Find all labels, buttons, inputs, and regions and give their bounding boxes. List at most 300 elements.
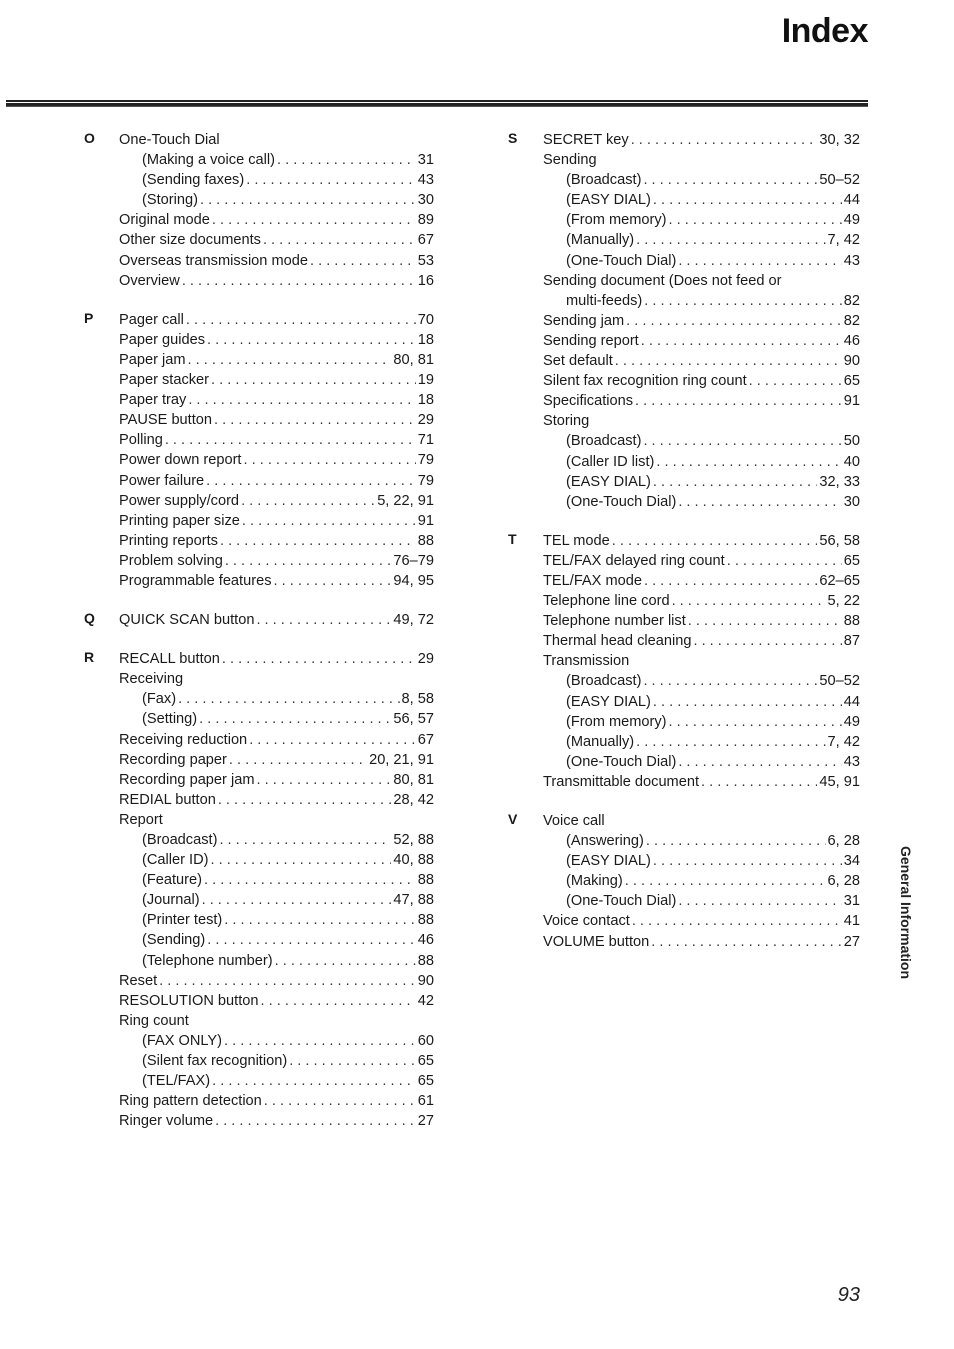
dot-leader [678, 251, 841, 271]
dot-leader [277, 150, 416, 170]
index-entry [119, 1111, 434, 1131]
index-entry-pages: 29 [417, 651, 434, 668]
index-entry [543, 571, 860, 591]
index-entry-term: (Fax) [142, 691, 177, 708]
index-entry-term: Set default [543, 353, 613, 370]
index-entry [119, 991, 434, 1011]
index-entry [119, 709, 434, 729]
index-entry-pages: 49 [843, 212, 860, 229]
index-entry-term: Transmittable document [543, 773, 700, 790]
index-entry-term: multi-feeds) [566, 292, 643, 309]
index-entry [119, 1011, 434, 1031]
dot-leader [651, 932, 842, 952]
index-entry [543, 851, 860, 871]
index-entry-pages: 30 [843, 493, 860, 510]
dot-leader [222, 649, 416, 669]
index-entry-term: PAUSE button [119, 412, 213, 429]
index-entry [119, 951, 434, 971]
index-entry [543, 190, 860, 210]
page-number: 93 [837, 1284, 860, 1306]
index-entry-term: Voice call [543, 813, 605, 829]
index-entry [543, 331, 860, 351]
section-side-label: General Information [898, 846, 914, 980]
index-entry-term: (Making) [566, 873, 623, 890]
index-entry-term: (TEL/FAX) [142, 1073, 211, 1090]
index-entry-pages: 76–79 [393, 552, 434, 569]
dot-leader [165, 430, 416, 450]
index-entry [543, 311, 860, 331]
index-entry-pages: 7, 42 [827, 232, 860, 249]
index-entry-term: Sending [543, 152, 597, 169]
index-entry-term: (Answering) [566, 833, 644, 850]
index-section [84, 310, 434, 591]
index-entry [543, 752, 860, 772]
index-entry [119, 450, 434, 470]
dot-leader [678, 752, 841, 772]
index-entry-term: Thermal head cleaning [543, 633, 692, 650]
index-entry-term: Pager call [119, 311, 184, 328]
index-entry-term: (Printer test) [142, 912, 223, 929]
index-entry-pages: 18 [417, 392, 434, 409]
index-entry [543, 932, 860, 952]
index-entry-pages: 56, 57 [393, 711, 434, 728]
index-entry [543, 291, 860, 311]
dot-leader [693, 631, 841, 651]
index-entry [119, 1091, 434, 1111]
dot-leader [643, 431, 841, 451]
index-entry-pages: 43 [417, 172, 434, 189]
index-entry [543, 492, 860, 512]
dot-leader [182, 271, 416, 291]
index-entry-list [119, 310, 434, 591]
index-entry-term: TEL/FAX delayed ring count [543, 552, 725, 569]
index-entry-term: Specifications [543, 393, 634, 410]
dot-leader [212, 210, 416, 230]
index-entry-pages: 46 [417, 932, 434, 949]
index-entry-term: RECALL button [119, 651, 220, 668]
index-entry-term: Paper tray [119, 392, 187, 409]
index-entry [119, 1051, 434, 1071]
index-entry-term: (Manually) [566, 232, 635, 249]
index-entry-pages: 62–65 [819, 572, 860, 589]
index-entry-pages: 65 [417, 1073, 434, 1090]
index-entry [543, 772, 860, 792]
index-entry-term: Report [119, 811, 163, 828]
dot-leader [256, 770, 391, 790]
dot-leader [643, 170, 817, 190]
index-entry [119, 130, 434, 150]
index-entry [543, 170, 860, 190]
index-entry [543, 251, 860, 271]
index-entry-term: TEL/FAX mode [543, 572, 642, 589]
index-entry-term: Silent fax recognition ring count [543, 373, 747, 390]
dot-leader [625, 871, 826, 891]
dot-leader [264, 1091, 416, 1111]
index-entry-term: Ring count [119, 1012, 189, 1029]
index-entry [543, 692, 860, 712]
index-entry [119, 810, 434, 830]
index-entry [119, 971, 434, 991]
index-entry-term: Recording paper [119, 751, 227, 768]
index-entry [119, 1071, 434, 1091]
index-entry-pages: 80, 81 [393, 771, 434, 788]
index-entry-term: (EASY DIAL) [566, 693, 651, 710]
section-letter: S [508, 130, 518, 146]
index-entry-term: (Telephone number) [142, 952, 273, 969]
index-entry-pages: 5, 22 [827, 593, 860, 610]
index-entry-pages: 40, 88 [393, 852, 434, 869]
index-entry-term: Receiving reduction [119, 731, 248, 748]
index-entry-pages: 7, 42 [827, 733, 860, 750]
index-entry-pages: 88 [417, 912, 434, 929]
index-entry-pages: 47, 88 [393, 892, 434, 909]
dot-leader [701, 772, 817, 792]
index-entry [119, 531, 434, 551]
dot-leader [200, 190, 416, 210]
index-entry-pages: 67 [417, 731, 434, 748]
index-entry [119, 491, 434, 511]
index-entry-pages: 34 [843, 853, 860, 870]
index-entry-pages: 88 [417, 952, 434, 969]
index-entry-pages: 94, 95 [393, 572, 434, 589]
index-entry-list [119, 649, 434, 1131]
dot-leader [249, 730, 416, 750]
index-entry-pages: 20, 21, 91 [369, 751, 434, 768]
dot-leader [653, 692, 842, 712]
index-entry-term: (EASY DIAL) [566, 853, 651, 870]
index-entry-pages: 18 [417, 331, 434, 348]
dot-leader [656, 452, 841, 472]
index-section [84, 130, 434, 291]
index-entry-pages: 88 [843, 613, 860, 630]
index-entry-pages: 49, 72 [393, 612, 434, 629]
dot-leader [631, 130, 818, 150]
dot-leader [186, 310, 416, 330]
index-entry-pages: 50–52 [819, 673, 860, 690]
index-entry-pages: 31 [843, 893, 860, 910]
index-entry [119, 350, 434, 370]
index-entry-term: Telephone number list [543, 613, 686, 630]
index-entry-term: Receiving [119, 671, 184, 688]
dot-leader [275, 951, 416, 971]
index-entry-pages: 79 [417, 452, 434, 469]
index-entry-term: (Sending) [142, 932, 206, 949]
index-entry-term: Ring pattern detection [119, 1093, 262, 1110]
index-column-right [508, 130, 860, 971]
dot-leader [632, 911, 842, 931]
dot-leader [646, 831, 826, 851]
index-entry-term: Overseas transmission mode [119, 252, 308, 269]
index-entry [119, 230, 434, 250]
index-entry [543, 591, 860, 611]
index-entry-term: (One-Touch Dial) [566, 493, 677, 510]
index-entry [543, 271, 860, 291]
index-entry [543, 811, 860, 831]
section-letter: T [508, 530, 517, 547]
dot-leader [612, 531, 818, 551]
index-entry-pages: 90 [417, 972, 434, 989]
index-entry-term: (Broadcast) [142, 832, 218, 848]
dot-leader [636, 732, 825, 752]
index-entry [119, 610, 434, 630]
index-entry-term: VOLUME button [543, 933, 650, 950]
index-entry-pages: 52, 88 [393, 832, 434, 848]
index-entry-pages: 67 [417, 232, 434, 249]
dot-leader [212, 1071, 416, 1091]
dot-leader [220, 531, 416, 551]
dot-leader [214, 410, 416, 430]
index-entry-pages: 29 [417, 412, 434, 429]
index-entry-term: Telephone line cord [543, 593, 670, 610]
index-entry-pages: 43 [843, 753, 860, 770]
index-entry-pages: 82 [843, 312, 860, 329]
index-entry-term: (One-Touch Dial) [566, 753, 677, 770]
index-entry [119, 150, 434, 170]
index-entry-term: (Caller ID) [142, 852, 209, 869]
dot-leader [211, 370, 416, 390]
dot-leader [669, 210, 842, 230]
dot-leader [310, 251, 416, 271]
dot-leader [678, 891, 841, 911]
index-entry-term: Transmission [543, 653, 630, 670]
dot-leader [210, 850, 391, 870]
index-entry [119, 271, 434, 291]
index-entry-term: (Sending faxes) [142, 172, 245, 189]
index-entry [119, 689, 434, 709]
dot-leader [241, 491, 375, 511]
index-entry-pages: 87 [843, 633, 860, 650]
index-entry [543, 712, 860, 732]
index-entry-term: (Broadcast) [566, 433, 642, 450]
dot-leader [727, 551, 842, 571]
dot-leader [669, 712, 842, 732]
dot-leader [749, 371, 842, 391]
index-entry-term: (Caller ID list) [566, 453, 655, 470]
page-title: Index [781, 12, 868, 50]
index-entry-pages: 27 [417, 1113, 434, 1130]
index-entry-term: (Making a voice call) [142, 152, 276, 169]
index-entry-term: One-Touch Dial [119, 132, 220, 148]
dot-leader [678, 492, 841, 512]
index-entry [543, 431, 860, 451]
dot-leader [261, 991, 416, 1011]
dot-leader [207, 930, 415, 950]
index-entry [119, 390, 434, 410]
index-entry [543, 671, 860, 691]
dot-leader [188, 350, 392, 370]
index-entry-pages: 61 [417, 1093, 434, 1110]
dot-leader [159, 971, 416, 991]
index-entry-term: RESOLUTION button [119, 992, 259, 1009]
index-entry-term: Sending jam [543, 312, 625, 329]
index-entry-pages: 89 [417, 212, 434, 229]
dot-leader [289, 1051, 416, 1071]
index-entry [543, 651, 860, 671]
index-entry-term: TEL mode [543, 532, 610, 549]
index-entry [119, 870, 434, 890]
index-entry [119, 850, 434, 870]
index-entry-pages: 60 [417, 1032, 434, 1049]
index-entry-term: (Broadcast) [566, 673, 642, 690]
index-entry [119, 571, 434, 591]
index-entry [543, 130, 860, 150]
index-entry-pages: 5, 22, 91 [377, 492, 434, 509]
index-entry-term: (Feature) [142, 872, 203, 889]
index-entry-list [543, 811, 860, 952]
index-entry-pages: 90 [843, 353, 860, 370]
index-entry [543, 831, 860, 851]
index-entry [119, 310, 434, 330]
index-entry-pages: 28, 42 [393, 791, 434, 808]
index-entry-term: QUICK SCAN button [119, 612, 255, 629]
index-entry-term: Sending report [543, 332, 639, 349]
dot-leader [643, 671, 817, 691]
index-entry [543, 631, 860, 651]
index-entry-term: (Silent fax recognition) [142, 1053, 288, 1070]
index-entry-pages: 49 [843, 713, 860, 730]
index-entry-term: Printing reports [119, 532, 218, 549]
index-entry-term: (Broadcast) [566, 172, 642, 189]
index-entry-term: Paper guides [119, 331, 206, 348]
index-entry [543, 611, 860, 631]
index-entry-term: Printing paper size [119, 512, 240, 529]
dot-leader [199, 709, 391, 729]
index-entry-pages: 80, 81 [393, 351, 434, 368]
index-entry-pages: 8, 58 [401, 691, 434, 708]
dot-leader [641, 331, 842, 351]
index-entry-term: SECRET key [543, 132, 629, 148]
index-entry [543, 210, 860, 230]
index-entry [543, 531, 860, 551]
index-entry-term: Other size documents [119, 232, 261, 249]
dot-leader [626, 311, 842, 331]
index-entry [543, 452, 860, 472]
index-entry [119, 410, 434, 430]
dot-leader [688, 611, 842, 631]
index-entry-term: (Manually) [566, 733, 635, 750]
index-entry [119, 890, 434, 910]
index-entry-pages: 91 [843, 393, 860, 410]
section-letter: O [84, 130, 95, 146]
index-entry-pages: 19 [417, 372, 434, 389]
index-entry [119, 770, 434, 790]
dot-leader [225, 551, 392, 571]
index-entry-pages: 50 [843, 433, 860, 450]
index-column-left [84, 130, 434, 1150]
dot-leader [635, 391, 842, 411]
dot-leader [204, 870, 416, 890]
dot-leader [263, 230, 416, 250]
index-entry [543, 911, 860, 931]
index-entry [543, 551, 860, 571]
index-entry [119, 1031, 434, 1051]
index-entry [119, 730, 434, 750]
index-section [84, 649, 434, 1131]
index-entry [543, 411, 860, 431]
dot-leader [206, 471, 416, 491]
dot-leader [202, 890, 392, 910]
index-entry-pages: 91 [417, 512, 434, 529]
index-entry [119, 910, 434, 930]
dot-leader [274, 571, 392, 591]
dot-leader [615, 351, 842, 371]
index-entry [543, 391, 860, 411]
index-entry [119, 430, 434, 450]
index-entry-term: (From memory) [566, 713, 667, 730]
index-entry [543, 732, 860, 752]
index-entry-pages: 40 [843, 453, 860, 470]
dot-leader [207, 330, 416, 350]
index-entry [119, 649, 434, 669]
index-entry-term: Problem solving [119, 552, 223, 569]
index-entry-pages: 79 [417, 472, 434, 489]
dot-leader [653, 190, 842, 210]
index-entry-term: Recording paper jam [119, 771, 255, 788]
dot-leader [672, 591, 826, 611]
index-entry-pages: 16 [417, 272, 434, 289]
index-entry-term: Programmable features [119, 572, 272, 589]
index-entry-term: REDIAL button [119, 791, 216, 808]
index-entry-pages: 70 [417, 311, 434, 328]
index-entry [119, 790, 434, 810]
index-entry-pages: 56, 58 [819, 532, 860, 549]
index-entry-term: Overview [119, 272, 180, 289]
index-entry-pages: 50–52 [819, 172, 860, 189]
index-entry-pages: 88 [417, 532, 434, 549]
dot-leader [244, 450, 416, 470]
index-entry-pages: 31 [417, 152, 434, 169]
index-entry [119, 830, 434, 850]
dot-leader [218, 790, 392, 810]
index-entry-term: Power down report [119, 452, 242, 469]
index-entry-pages: 6, 28 [827, 833, 860, 850]
index-entry [119, 170, 434, 190]
index-entry-list [543, 130, 860, 512]
index-entry-pages: 53 [417, 252, 434, 269]
index-entry-pages: 32, 33 [819, 473, 860, 490]
index-entry-term: (One-Touch Dial) [566, 252, 677, 269]
index-entry [119, 370, 434, 390]
dot-leader [644, 571, 817, 591]
index-entry-pages: 44 [843, 192, 860, 209]
index-entry-pages: 46 [843, 332, 860, 349]
index-entry [119, 750, 434, 770]
index-entry [543, 150, 860, 170]
index-entry-term: Original mode [119, 212, 210, 229]
index-entry-pages: 88 [417, 872, 434, 889]
index-entry [543, 472, 860, 492]
section-letter: P [84, 309, 94, 326]
index-entry [119, 330, 434, 350]
section-letter: Q [84, 610, 95, 627]
index-entry-term: Ringer volume [119, 1113, 214, 1130]
index-section [508, 811, 860, 952]
dot-leader [242, 511, 416, 531]
index-entry-pages: 6, 28 [827, 873, 860, 890]
index-entry [543, 371, 860, 391]
index-section [508, 531, 860, 792]
index-entry-pages: 27 [843, 933, 860, 950]
index-entry-pages: 82 [843, 292, 860, 309]
index-entry-pages: 71 [417, 432, 434, 449]
index-entry-term: Sending document (Does not feed or [543, 272, 782, 289]
index-entry-pages: 45, 91 [819, 773, 860, 790]
index-entry-term: Paper jam [119, 351, 186, 368]
index-entry-term: (From memory) [566, 212, 667, 229]
index-entry-term: (One-Touch Dial) [566, 893, 677, 910]
index-entry-list [119, 130, 434, 291]
index-entry-term: Storing [543, 413, 590, 430]
